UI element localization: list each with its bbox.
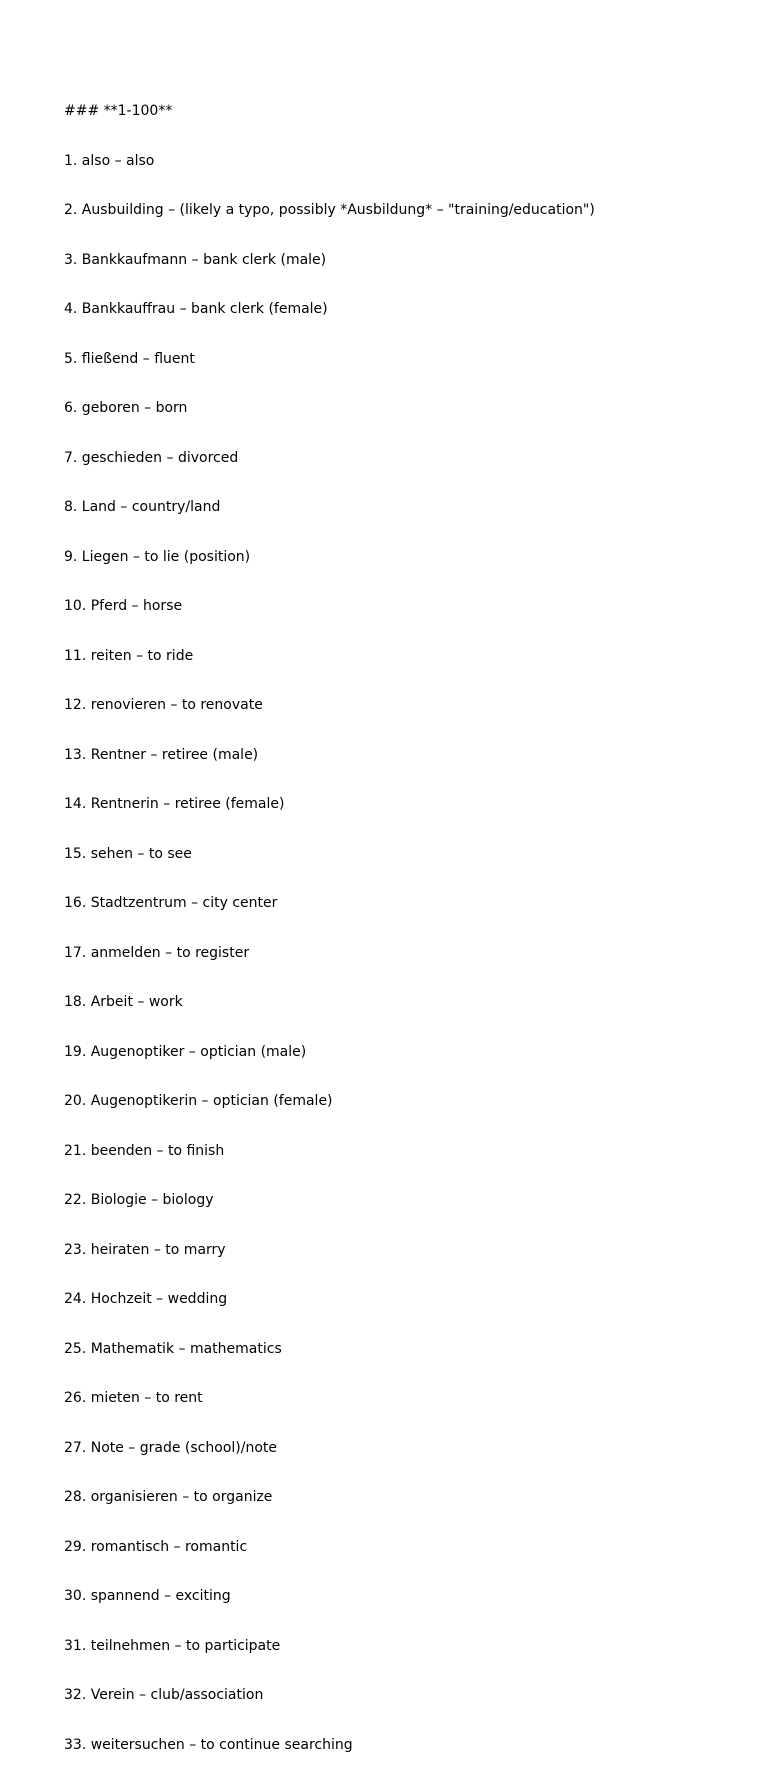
- vocab-line: 23. heiraten – to marry: [64, 1241, 226, 1258]
- vocab-line: 29. romantisch – romantic: [64, 1538, 248, 1555]
- vocab-line: 9. Liegen – to lie (position): [64, 548, 251, 565]
- vocab-line: 10. Pferd – horse: [64, 598, 183, 614]
- vocab-line: 7. geschieden – divorced: [64, 449, 239, 466]
- vocab-line: 12. renovieren – to renovate: [64, 697, 263, 713]
- vocab-line: 32. Verein – club/association: [64, 1687, 264, 1703]
- vocab-line: 1. also – also: [64, 152, 155, 169]
- vocab-line: 33. weitersuchen – to continue searching: [64, 1736, 353, 1753]
- vocab-line: 18. Arbeit – work: [64, 994, 183, 1010]
- section-heading: ### **1-100**: [64, 103, 173, 119]
- vocab-line: 2. Ausbuilding – (likely a typo, possibly *Ausbildung* – "training/education"): [64, 202, 595, 218]
- vocab-line: 21. beenden – to finish: [64, 1142, 225, 1159]
- vocab-line: 28. organisieren – to organize: [64, 1489, 273, 1505]
- vocab-line: 16. Stadtzentrum – city center: [64, 895, 278, 911]
- vocab-line: 6. geboren – born: [64, 400, 188, 416]
- vocab-line: 3. Bankkaufmann – bank clerk (male): [64, 251, 327, 268]
- vocab-line: 22. Biologie – biology: [64, 1192, 214, 1208]
- vocab-line: 5. fließend – fluent: [64, 350, 195, 367]
- vocab-line: 17. anmelden – to register: [64, 944, 250, 961]
- vocab-line: 15. sehen – to see: [64, 845, 192, 862]
- vocabulary-text-block: [64, 70, 744, 1753]
- vocab-line: 25. Mathematik – mathematics: [64, 1340, 282, 1357]
- vocab-line: 20. Augenoptikerin – optician (female): [64, 1093, 333, 1109]
- vocab-line: 4. Bankkauffrau – bank clerk (female): [64, 301, 328, 317]
- vocab-line: 13. Rentner – retiree (male): [64, 746, 259, 763]
- vocab-line: 30. spannend – exciting: [64, 1588, 231, 1604]
- vocab-line: 14. Rentnerin – retiree (female): [64, 796, 285, 812]
- vocab-line: 8. Land – country/land: [64, 499, 221, 515]
- vocab-line: 26. mieten – to rent: [64, 1390, 203, 1406]
- vocab-line: 27. Note – grade (school)/note: [64, 1439, 277, 1456]
- vocab-line: 24. Hochzeit – wedding: [64, 1291, 228, 1307]
- vocab-line: 19. Augenoptiker – optician (male): [64, 1043, 307, 1060]
- vocab-line: 11. reiten – to ride: [64, 647, 194, 664]
- vocab-line: 31. teilnehmen – to participate: [64, 1637, 281, 1654]
